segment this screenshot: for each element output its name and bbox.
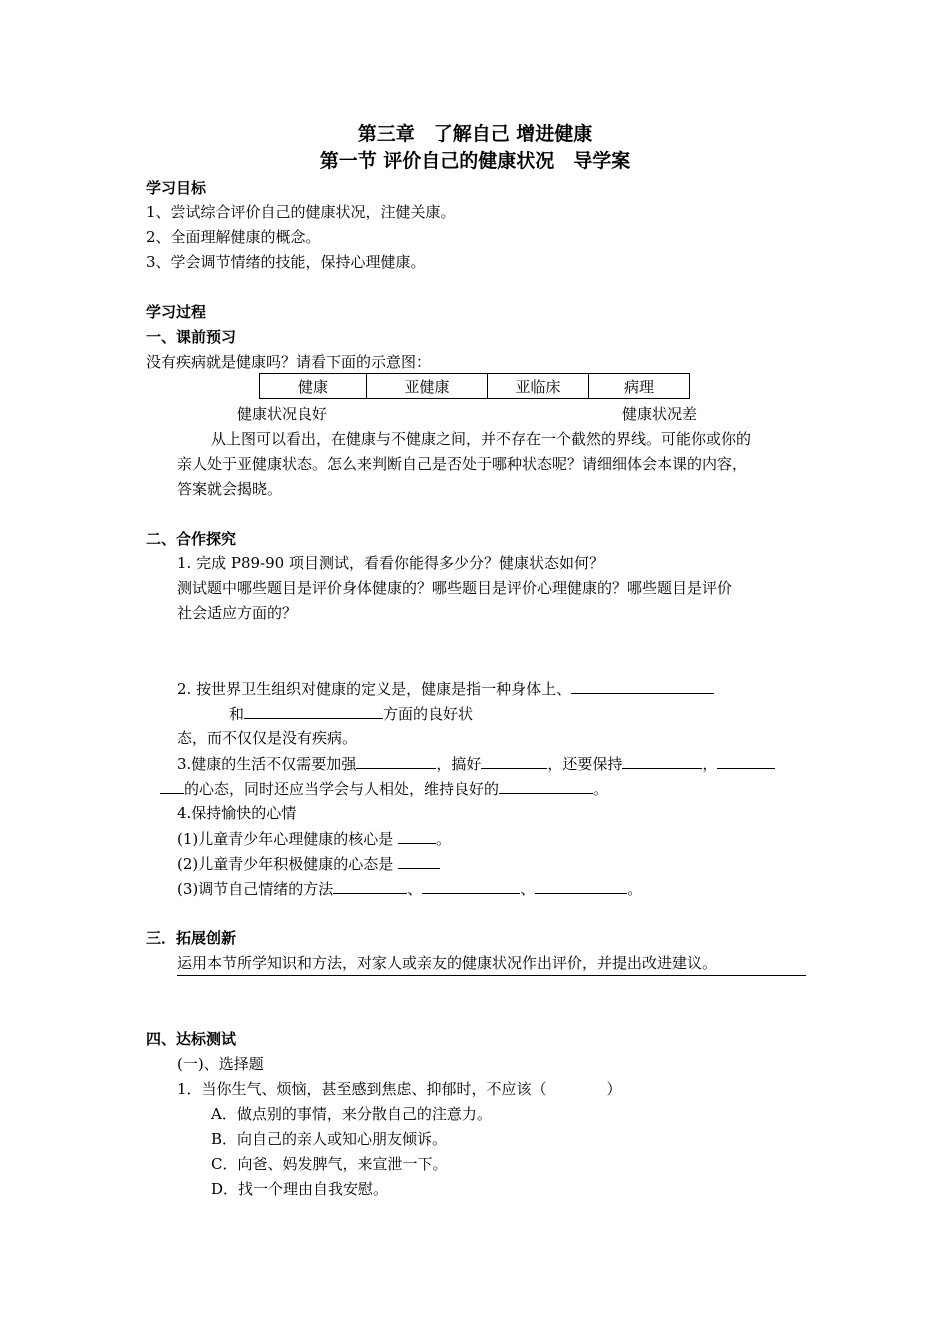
explore-q4-1-text: (1)儿童青少年心理健康的核心是: [177, 830, 399, 848]
spectrum-cell-healthy: 健康: [260, 374, 367, 399]
explore-q3-text-5: 的心态，同时还应当学会与人相处，维持良好的: [184, 780, 500, 798]
explore-q4-2-text: (2)儿童青少年积极健康的心态是: [177, 855, 399, 873]
spectrum-right-label: 健康状况差: [622, 405, 698, 423]
explore-q1-line-1: 1. 完成 P89-90 项目测试，看看你能得多少分？健康状态如何？: [177, 554, 604, 572]
explore-q3-text-1: 3.健康的生活不仅需要加强: [177, 755, 357, 773]
explore-q4-3-sep-2: 、: [520, 880, 536, 898]
explore-q3-line-1: [177, 753, 775, 774]
explore-q3-text-3: ，还要保持: [547, 755, 623, 773]
explore-q4-3-end: 。: [627, 880, 643, 898]
blank-q4-3-3[interactable]: [535, 878, 627, 894]
process-heading: 学习过程: [146, 303, 207, 321]
spectrum-cell-subclinical: 亚临床: [488, 374, 589, 399]
extend-text: 运用本节所学知识和方法，对家人或亲友的健康状况作出评价，并提出改进建议。: [177, 954, 718, 972]
explore-q3-text-2: ，搞好: [436, 755, 482, 773]
explore-q4-1: [177, 828, 451, 849]
explore-q1-line-3: 社会适应方面的？: [177, 604, 298, 622]
option-d[interactable]: D．找一个理由自我安慰。: [211, 1180, 389, 1198]
blank-q4-3-1[interactable]: [333, 878, 407, 894]
goal-item-1: 1、尝试综合评价自己的健康状况，注健关康。: [146, 203, 456, 221]
blank-q3-1[interactable]: [356, 753, 436, 769]
blank-q3-3[interactable]: [622, 753, 702, 769]
spectrum-cell-pathological: 病理: [589, 374, 690, 399]
health-spectrum-table: [259, 373, 690, 399]
option-b[interactable]: B．向自己的亲人或知心朋友倾诉。: [211, 1130, 448, 1148]
explore-q3-text-4: ，: [702, 755, 718, 773]
blank-q2-2[interactable]: [244, 703, 383, 719]
test-question-1: 1．当你生气、烦恼，甚至感到焦虑、抑郁时，不应该（ ）: [177, 1080, 622, 1098]
goals-heading: 学习目标: [146, 179, 207, 197]
extend-heading: 三．拓展创新: [146, 929, 237, 947]
explore-q4-3-text: (3)调节自己情绪的方法: [177, 880, 334, 898]
preview-heading: 一、课前预习: [146, 328, 237, 346]
explore-q2-suffix: 方面的良好状: [383, 705, 474, 723]
blank-q3-4-cont[interactable]: [160, 778, 184, 794]
test-heading: 四、达标测试: [146, 1030, 237, 1048]
goal-item-2: 2、全面理解健康的概念。: [146, 228, 321, 246]
preview-question: 没有疾病就是健康吗？请看下面的示意图：: [146, 353, 432, 371]
blank-q3-5[interactable]: [499, 778, 593, 794]
spectrum-cell-subhealthy: 亚健康: [367, 374, 488, 399]
explore-q2-line-3: 态，而不仅仅是没有疾病。: [177, 729, 358, 747]
section-title: 第一节 评价自己的健康状况 导学案: [319, 150, 631, 172]
explore-q4-1-end: 。: [436, 830, 452, 848]
explore-q4: 4.保持愉快的心情: [177, 804, 297, 822]
blank-q4-3-2[interactable]: [422, 878, 520, 894]
answer-line[interactable]: [177, 975, 806, 976]
explore-q2-line-1: [177, 678, 714, 699]
blank-q4-1[interactable]: [398, 828, 436, 844]
explore-q3-line-2: [160, 778, 608, 799]
explore-q2-text: 2. 按世界卫生组织对健康的定义是，健康是指一种身体上、: [177, 680, 572, 698]
blank-q4-2[interactable]: [398, 853, 440, 869]
chapter-title: 第三章 了解自己 增进健康: [357, 123, 593, 145]
explore-heading: 二、合作探究: [146, 530, 237, 548]
explore-q2-line-2: [229, 703, 473, 724]
blank-q3-2[interactable]: [481, 753, 547, 769]
blank-q2-1[interactable]: [571, 678, 714, 694]
preview-paragraph-line-3: 答案就会揭晓。: [177, 480, 283, 498]
blank-q3-4[interactable]: [717, 753, 775, 769]
explore-q4-2: [177, 853, 440, 874]
explore-q3-text-6: 。: [593, 780, 609, 798]
preview-paragraph-line-2: 亲人处于亚健康状态。怎么来判断自己是否处于哪种状态呢？请细细体会本课的内容，: [177, 455, 748, 473]
explore-q4-3: [177, 878, 642, 899]
spectrum-left-label: 健康状况良好: [237, 405, 328, 423]
explore-q1-line-2: 测试题中哪些题目是评价身体健康的？哪些题目是评价心理健康的？哪些题目是评价: [177, 579, 733, 597]
option-a[interactable]: A．做点别的事情，来分散自己的注意力。: [211, 1105, 492, 1123]
explore-q2-and: 和: [229, 705, 245, 723]
option-c[interactable]: C．向爸、妈发脾气，来宣泄一下。: [211, 1155, 448, 1173]
test-subheading: (一)、选择题: [177, 1055, 264, 1073]
explore-q4-3-sep-1: 、: [407, 880, 423, 898]
goal-item-3: 3、学会调节情绪的技能，保持心理健康。: [146, 253, 426, 271]
preview-paragraph-line-1: 从上图可以看出，在健康与不健康之间，并不存在一个截然的界线。可能你或你的: [211, 430, 752, 448]
